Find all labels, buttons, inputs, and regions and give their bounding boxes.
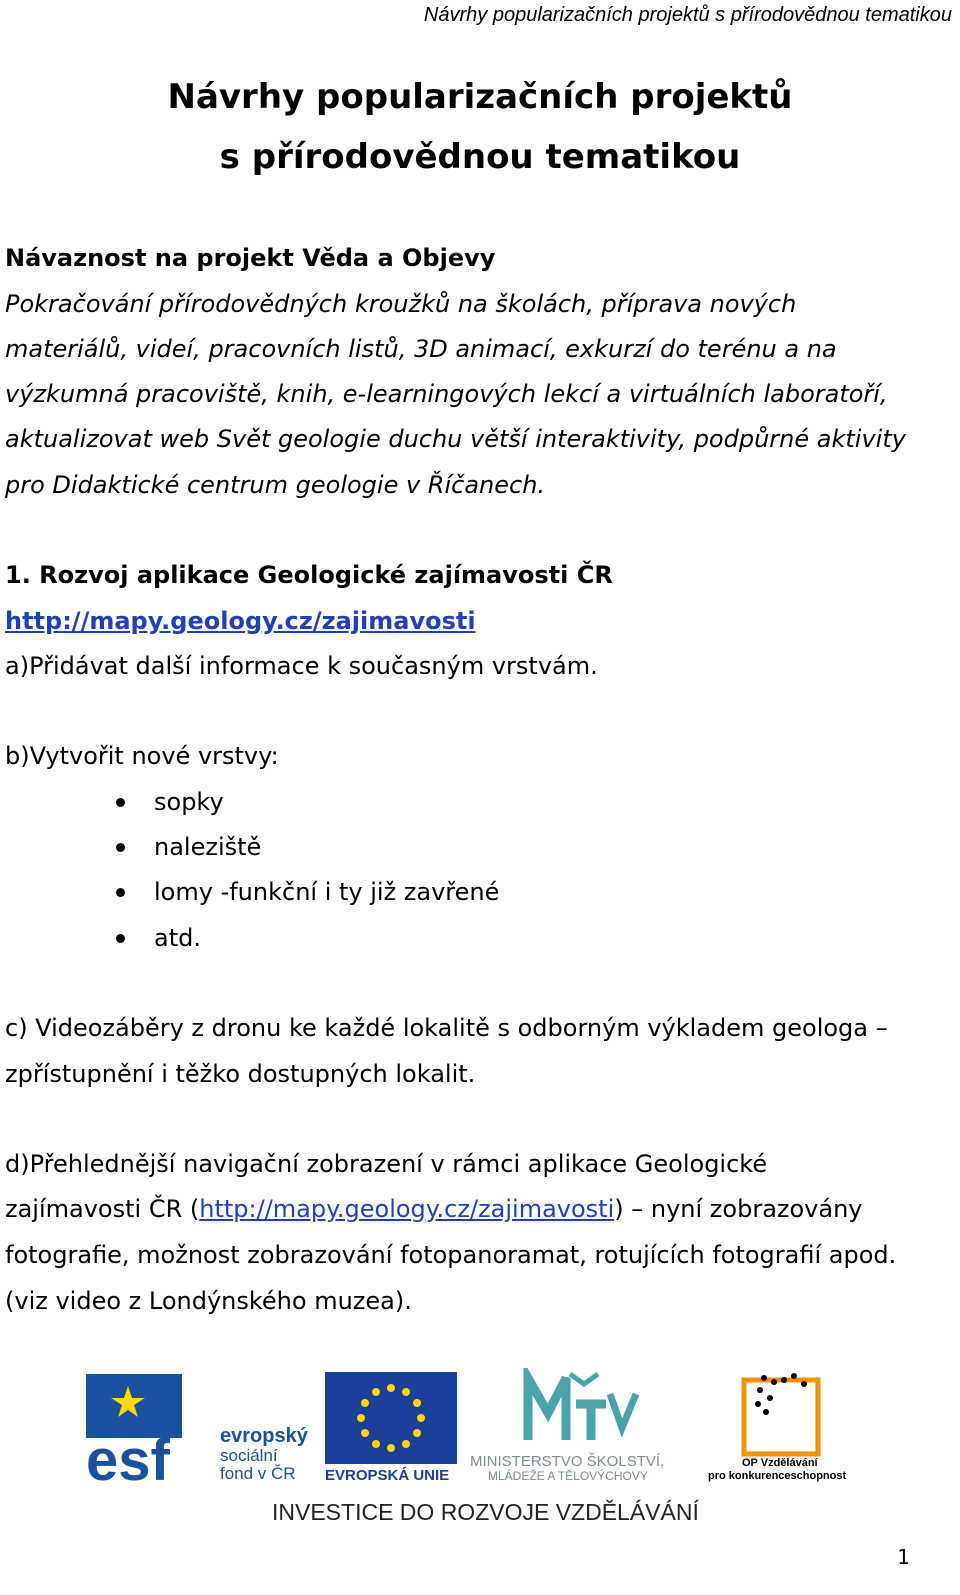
bullet-icon [116,934,125,943]
item-a: a)Přidávat další informace k současným vrstvám. [5,652,598,680]
intro-line: materiálů, videí, pracovních listů, 3D animací, exkurzí do terénu a na [5,335,837,363]
item-d-text: ) – nyní zobrazovány [614,1195,863,1223]
bullet-item: atd. [154,924,201,952]
op-text1: OP Vzdělávání [742,1457,818,1469]
eu-star-icon [357,1414,365,1422]
eu-star-icon [387,1444,395,1452]
eu-star-icon [402,1440,410,1448]
op-text2: pro konkurenceschopnost [708,1470,847,1482]
page-title-line2: s přírodovědnou tematikou [219,137,741,177]
eu-star-icon [361,1399,369,1407]
eu-star-icon [372,1388,380,1396]
item-b: b)Vytvořit nové vrstvy: [5,742,279,770]
item-d-line2 [5,1193,863,1225]
eu-flag-logo [325,1372,457,1484]
item-d-line1: d)Přehlednější navigační zobrazení v rámci aplikace Geologické [5,1150,768,1178]
item-c-line1: c) Videozáběry z dronu ke každé lokalitě s odborným výkladem geologa – [5,1014,888,1042]
eu-star-icon [413,1399,421,1407]
item-d-line4: (viz video z Londýnského muzea). [5,1287,412,1315]
running-header: Návrhy popularizačních projektů s přírodovědnou tematikou [423,4,952,26]
geology-link-inline[interactable]: http://mapy.geology.cz/zajimavosti [199,1195,615,1223]
item-d-text: zajímavosti ČR ( [5,1195,200,1223]
section-intro-heading: Návaznost na projekt Věda a Objevy [5,244,496,272]
bullet-item: sopky [154,788,224,816]
op-logo [708,1373,846,1482]
investice-text: INVESTICE DO ROZVOJE VZDĚLÁVÁNÍ [272,1499,699,1525]
bullet-icon [116,843,125,852]
eu-star-icon [402,1388,410,1396]
intro-line: Pokračování přírodovědných kroužků na školách, příprava nových [5,290,797,318]
bullet-icon [116,888,125,897]
item-d-line3: fotografie, možnost zobrazování fotopanoramat, rotujících fotografií apod. [5,1241,897,1269]
intro-line: aktualizovat web Svět geologie duchu větší interaktivity, podpůrné aktivity [5,425,906,453]
msmt-logo [470,1374,664,1483]
msmt-text2: MLÁDEŽE A TĚLOVÝCHOVY [488,1469,648,1483]
eu-star-icon [361,1429,369,1437]
funding-logos [0,1368,960,1528]
intro-line: pro Didaktické centrum geologie v Říčanech. [5,471,546,499]
geology-link[interactable]: http://mapy.geology.cz/zajimavosti [5,607,476,635]
eu-star-icon [387,1384,395,1392]
esf-text1: evropský [220,1425,308,1447]
section1-heading: 1. Rozvoj aplikace Geologické zajímavosti ČR [5,561,613,589]
item-c-line2: zpřístupnění i těžko dostupných lokalit. [5,1060,476,1088]
esf-logo [86,1374,309,1493]
page-title-line1: Návrhy popularizačních projektů [167,77,793,117]
esf-text3: fond v ČR [220,1464,296,1483]
intro-line: výzkumná pracoviště, knih, e-learningových lekcí a virtuálních laboratoří, [5,380,888,408]
esf-word: esf [86,1428,170,1493]
bullet-item: naleziště [154,833,262,861]
msmt-text1: MINISTERSTVO ŠKOLSTVÍ, [470,1453,665,1470]
eu-star-icon [372,1440,380,1448]
esf-text2: sociální [220,1446,278,1465]
eu-star-icon [417,1414,425,1422]
eu-text: EVROPSKÁ UNIE [325,1467,450,1484]
eu-star-icon [413,1429,421,1437]
bullet-icon [116,798,125,807]
bullet-item: lomy -funkční i ty již zavřené [154,878,500,906]
page-number: 1 [897,1545,910,1569]
